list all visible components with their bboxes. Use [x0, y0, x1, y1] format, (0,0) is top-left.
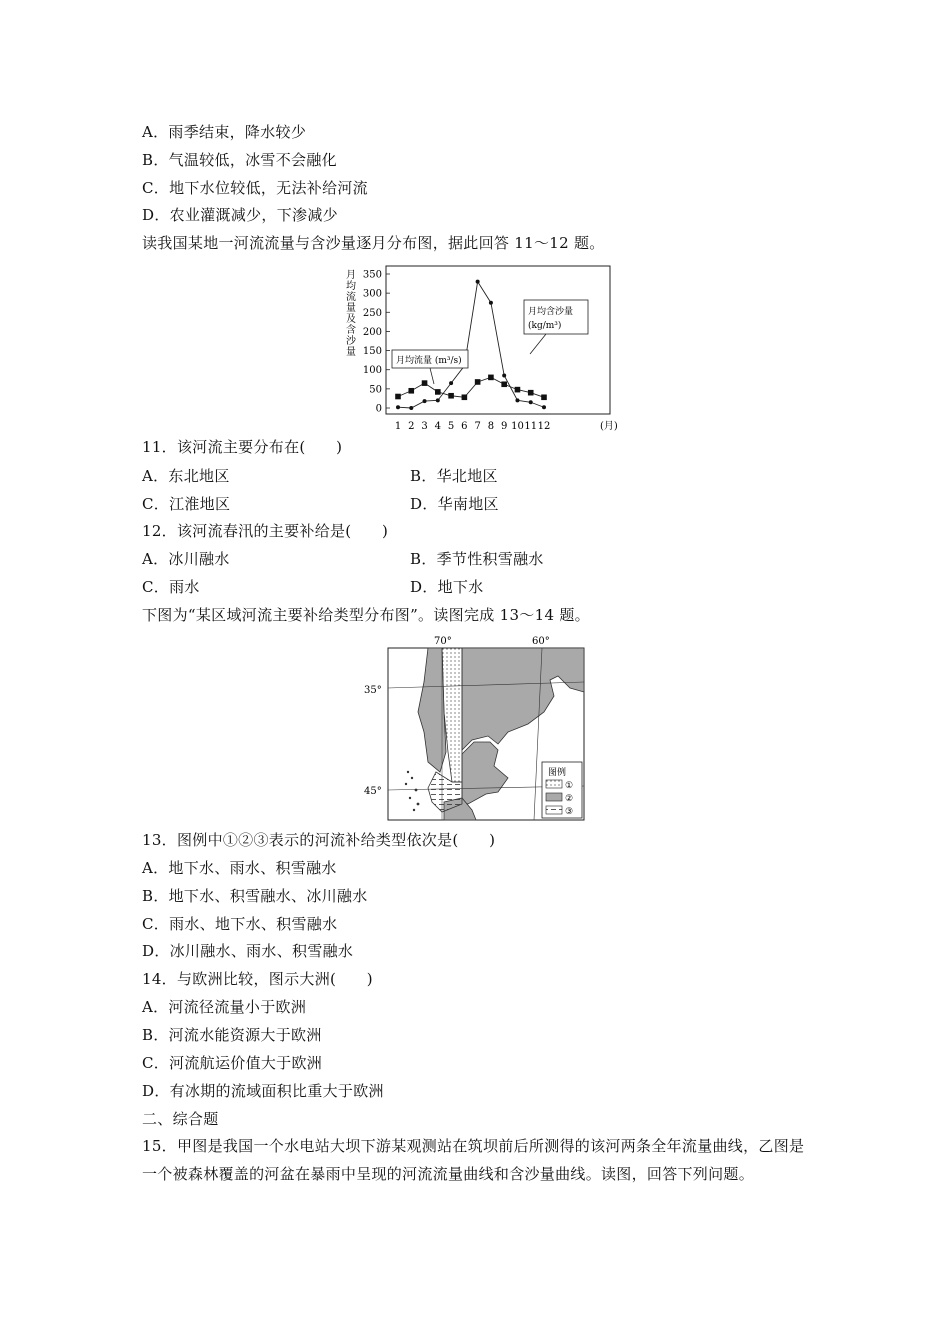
- y-axis-label: [346, 269, 357, 358]
- lat-label-45: 45°: [364, 786, 382, 797]
- y-tick-label: 150: [362, 346, 382, 358]
- q12-stem: 12．该河流春汛的主要补给是( ): [142, 522, 389, 540]
- legend-flow-label: 月均流量 (m³/s): [396, 356, 462, 366]
- map-legend-item-2: ②: [565, 794, 574, 804]
- y-tick-label: 250: [362, 307, 382, 319]
- x-tick-label: 3: [421, 421, 428, 432]
- point-flow: [448, 393, 454, 399]
- q13-option-a: A．地下水、雨水、积雪融水: [142, 859, 337, 877]
- point-flow: [422, 380, 428, 386]
- q12-option-a: A．冰川融水: [142, 550, 230, 568]
- q11-option-d: D．华南地区: [410, 495, 499, 513]
- q10-option-a: A．雨季结束，降水较少: [142, 123, 307, 141]
- q11-option-b: B．华北地区: [410, 467, 498, 485]
- y-axis-label-char: 流: [346, 292, 356, 303]
- y-axis-label-char: 量: [346, 303, 356, 314]
- point-flow: [488, 375, 494, 381]
- x-tick-label: 11: [524, 421, 538, 432]
- y-tick-label: 350: [362, 269, 382, 281]
- q14-option-a: A．河流径流量小于欧洲: [142, 998, 307, 1016]
- q10-option-d: D．农业灌溉减少，下渗减少: [142, 206, 338, 224]
- y-tick-label: 100: [362, 365, 382, 377]
- y-axis-label-char: 及: [346, 314, 356, 325]
- q11-option-c: C．江淮地区: [142, 495, 231, 513]
- y-axis-label-char: 含: [346, 325, 356, 336]
- point-sediment: [449, 381, 453, 385]
- q13-option-b: B．地下水、积雪融水、冰川融水: [142, 887, 368, 905]
- point-sediment: [436, 398, 440, 402]
- series-line-flow: [398, 377, 544, 397]
- point-sediment: [476, 280, 480, 284]
- lon-label-70: 70°: [434, 636, 452, 647]
- q12-option-d: D．地下水: [410, 578, 484, 596]
- q14-option-d: D．有冰期的流域面积比重大于欧洲: [142, 1082, 384, 1100]
- point-flow: [475, 379, 481, 385]
- x-tick-label: 7: [474, 421, 481, 432]
- point-flow: [435, 389, 441, 395]
- q12-option-c: C．雨水: [142, 578, 200, 596]
- lon-label-60: 60°: [532, 636, 550, 647]
- point-flow: [501, 381, 507, 387]
- legend-flow: [392, 350, 468, 384]
- q14-option-c: C．河流航运价值大于欧洲: [142, 1054, 323, 1072]
- q12-option-b: B．季节性积雪融水: [410, 550, 544, 568]
- section-heading: 二、综合题: [142, 1110, 219, 1128]
- map-legend-item-1: ①: [565, 781, 574, 791]
- point-sediment: [423, 399, 427, 403]
- q11-option-a: A．东北地区: [142, 467, 230, 485]
- point-sediment: [542, 405, 546, 409]
- map-legend: [542, 762, 582, 818]
- x-tick-label: 12: [537, 421, 551, 432]
- point-sediment: [409, 406, 413, 410]
- point-flow: [528, 390, 534, 396]
- legend-sediment-label-1: 月均含沙量: [528, 307, 574, 317]
- series: [395, 280, 547, 410]
- y-tick-label: 0: [375, 403, 382, 415]
- point-flow: [541, 394, 547, 400]
- legend-sediment-label-2: (kg/m³): [528, 321, 562, 331]
- map-legend-item-3: ③: [565, 807, 574, 817]
- point-sediment: [502, 373, 506, 377]
- point-sediment: [515, 398, 519, 402]
- x-tick-label: 4: [434, 421, 442, 432]
- x-tick-label: 8: [487, 421, 495, 432]
- q14-stem: 14．与欧洲比较，图示大洲( ): [142, 970, 373, 988]
- point-sediment: [396, 405, 400, 409]
- point-sediment: [489, 301, 493, 305]
- q13-option-d: D．冰川融水、雨水、积雪融水: [142, 942, 354, 960]
- point-flow: [515, 387, 521, 393]
- q10-option-b: B．气温较低，冰雪不会融化: [142, 151, 337, 169]
- point-flow: [408, 388, 414, 394]
- q10-option-c: C．地下水位较低，无法补给河流: [142, 179, 368, 197]
- y-tick-label: 300: [362, 288, 382, 300]
- y-axis-label-char: 沙: [346, 336, 356, 347]
- lat-label-35: 35°: [364, 685, 382, 696]
- y-axis-label-char: 均: [346, 281, 356, 292]
- point-flow: [395, 394, 401, 400]
- q13-stem: 13．图例中①②③表示的河流补给类型依次是( ): [142, 831, 496, 849]
- y-axis-label-char: 量: [346, 347, 356, 358]
- x-tick-label: 6: [461, 421, 468, 432]
- flow-sediment-chart: [338, 262, 618, 434]
- map-legend-title: 图例: [548, 768, 567, 778]
- q14-option-b: B．河流水能资源大于欧洲: [142, 1026, 322, 1044]
- y-tick-label: 50: [369, 384, 382, 396]
- x-axis-unit: (月): [600, 421, 618, 432]
- y-axis-label-char: 月: [346, 270, 356, 281]
- y-tick-label: 200: [362, 326, 382, 338]
- x-tick-label: 9: [500, 421, 508, 432]
- x-tick-label: 10: [511, 421, 524, 432]
- x-tick-label: 5: [447, 421, 455, 432]
- q13-option-c: C．雨水、地下水、积雪融水: [142, 915, 338, 933]
- intro-13-14: 下图为“某区域河流主要补给类型分布图”。读图完成 13～14 题。: [142, 606, 590, 624]
- point-sediment: [529, 400, 533, 404]
- x-tick-label: 1: [394, 421, 402, 432]
- point-flow: [462, 394, 468, 400]
- x-ticks: [395, 421, 551, 432]
- x-tick-label: 2: [408, 421, 415, 432]
- river-supply-map: [358, 632, 590, 824]
- intro-11-12: 读我国某地一河流流量与含沙量逐月分布图，据此回答 11～12 题。: [142, 234, 605, 252]
- legend-sediment: [524, 300, 588, 354]
- q15-stem: 15．甲图是我国一个水电站大坝下游某观测站在筑坝前后所测得的该河两条全年流量曲线，乙图是一个被森林覆盖的河盆在暴雨中呈现的河流流量曲线和含沙量曲线。读图，回答下列问题。: [142, 1137, 805, 1183]
- q11-stem: 11．该河流主要分布在( ): [142, 438, 343, 456]
